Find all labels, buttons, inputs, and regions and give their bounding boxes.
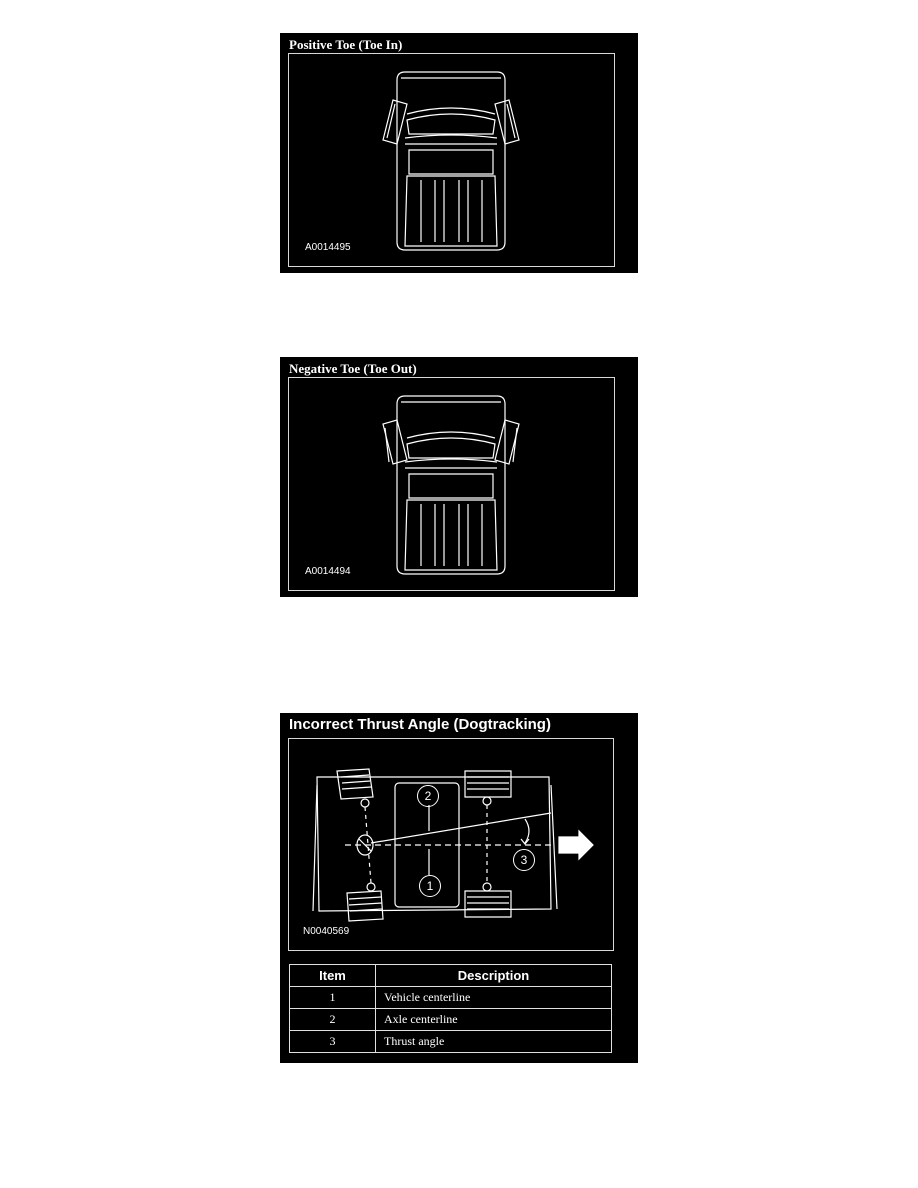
figure-thrust-angle (280, 713, 638, 1063)
table-row (290, 987, 612, 1009)
figure-panel (288, 738, 614, 951)
figure-code: A0014494 (305, 566, 351, 577)
figure-title: Incorrect Thrust Angle (Dogtracking) (289, 716, 551, 733)
rear-right-tire-icon (465, 891, 511, 917)
row-description: Vehicle centerline (376, 987, 612, 1009)
callout-2: 2 (417, 785, 439, 807)
row-item: 1 (290, 987, 376, 1009)
vehicle-toe-out-illustration (289, 378, 614, 590)
table-header-row (290, 965, 612, 987)
figure-panel (288, 53, 615, 267)
row-item: 3 (290, 1031, 376, 1053)
legend-table (289, 964, 612, 1053)
figure-title: Positive Toe (Toe In) (289, 37, 403, 52)
figure-title: Negative Toe (Toe Out) (289, 361, 417, 376)
row-description: Axle centerline (376, 1009, 612, 1031)
figure-negative-toe (280, 357, 638, 597)
front-right-tire-icon (465, 771, 511, 797)
table-row (290, 1031, 612, 1053)
thrust-angle-illustration (289, 739, 613, 950)
figure-positive-toe (280, 33, 638, 273)
table-row (290, 1009, 612, 1031)
rear-left-tire-icon (347, 891, 383, 921)
callout-3: 3 (513, 849, 535, 871)
header-item: Item (290, 965, 376, 987)
figure-panel (288, 377, 615, 591)
front-left-tire-icon (337, 769, 373, 799)
row-description: Thrust angle (376, 1031, 612, 1053)
header-description: Description (376, 965, 612, 987)
vehicle-toe-in-illustration (289, 54, 614, 266)
figure-code: A0014495 (305, 242, 351, 253)
figure-code: N0040569 (303, 926, 350, 937)
row-item: 2 (290, 1009, 376, 1031)
callout-1: 1 (419, 875, 441, 897)
